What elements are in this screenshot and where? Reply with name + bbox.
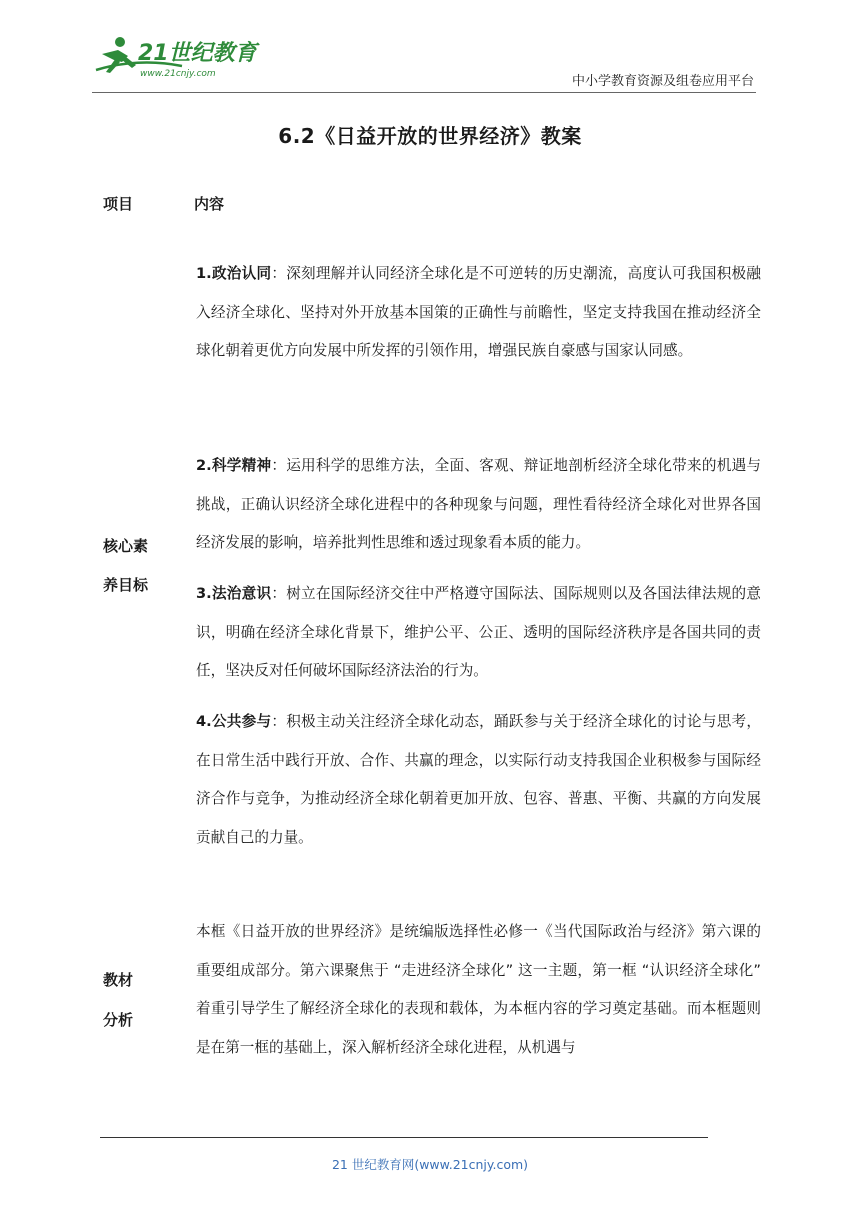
core-item-1 <box>196 255 761 371</box>
footer-divider <box>100 1137 708 1138</box>
core-item-3 <box>196 575 761 691</box>
core-label-line1: 核心素 <box>103 537 149 555</box>
core-item-1-body: ：深刻理解并认同经济全球化是不可逆转的历史潮流，高度认可我国积极融入经济全球化、坚持对外开放基本国策的正确性与前瞻性，坚定支持我国在推动经济全球化朝着更优方向发展中所发挥的引领作用，增强民族自豪感与国家认同感。 <box>196 265 761 359</box>
logo-text: 21世纪教育 <box>138 41 257 66</box>
column-head-item: 项目 <box>103 195 134 213</box>
core-item-4-body: ：积极主动关注经济全球化动态，踊跃参与关于经济全球化的讨论与思考，在日常生活中践行开放、合作、共赢的理念，以实际行动支持我国企业积极参与国际经济合作与竞争，为推动经济全球化朝着更加开放、包容、普惠、平衡、共赢的方向发展贡献自己的力量。 <box>196 713 761 846</box>
analysis-label-line1: 教材 <box>103 971 134 989</box>
core-item-2-body: ：运用科学的思维方法，全面、客观、辩证地剖析经济全球化带来的机遇与挑战，正确认识经济全球化进程中的各种现象与问题，理性看待经济全球化对世界各国经济发展的影响，培养批判性思维和透过现象看本质的能力。 <box>196 457 761 551</box>
column-head-content: 内容 <box>194 195 225 213</box>
core-label-line2: 养目标 <box>103 576 149 594</box>
core-item-2-lead: 2.科学精神 <box>196 457 272 474</box>
logo-url-text: www.21cnjy.com <box>140 69 216 79</box>
analysis-label-line2: 分析 <box>103 1011 134 1029</box>
runner-logo-icon <box>92 32 262 82</box>
page-title: 6.2《日益开放的世界经济》教案 <box>278 124 582 148</box>
footer-text: 21 世纪教育网(www.21cnjy.com) <box>331 1157 529 1172</box>
core-item-3-lead: 3.法治意识 <box>196 585 272 602</box>
core-item-4-lead: 4.公共参与 <box>196 713 272 730</box>
core-item-1-lead: 1.政治认同 <box>196 265 272 282</box>
analysis-paragraph: 本框《日益开放的世界经济》是统编版选择性必修一《当代国际政治与经济》第六课的重要组成部分。第六课聚焦于 “走进经济全球化” 这一主题，第一框 “认识经济全球化” 着重引导学生了解经济全球化的表现和载体，为本框内容的学习奠定基础。而本框题则是在第一框的基础上，深入解析经济全球化进程，从机遇与 <box>196 923 761 1056</box>
platform-name: 中小学教育资源及组卷应用平台 <box>571 74 754 89</box>
header-divider <box>92 92 756 93</box>
core-item-4 <box>196 703 761 857</box>
core-item-3-body: ：树立在国际经济交往中严格遵守国际法、国际规则以及各国法律法规的意识，明确在经济全球化背景下，维护公平、公正、透明的国际经济秩序是各国共同的责任，坚决反对任何破坏国际经济法治的行为。 <box>196 585 761 679</box>
core-item-2 <box>196 447 761 563</box>
site-logo <box>92 32 262 82</box>
